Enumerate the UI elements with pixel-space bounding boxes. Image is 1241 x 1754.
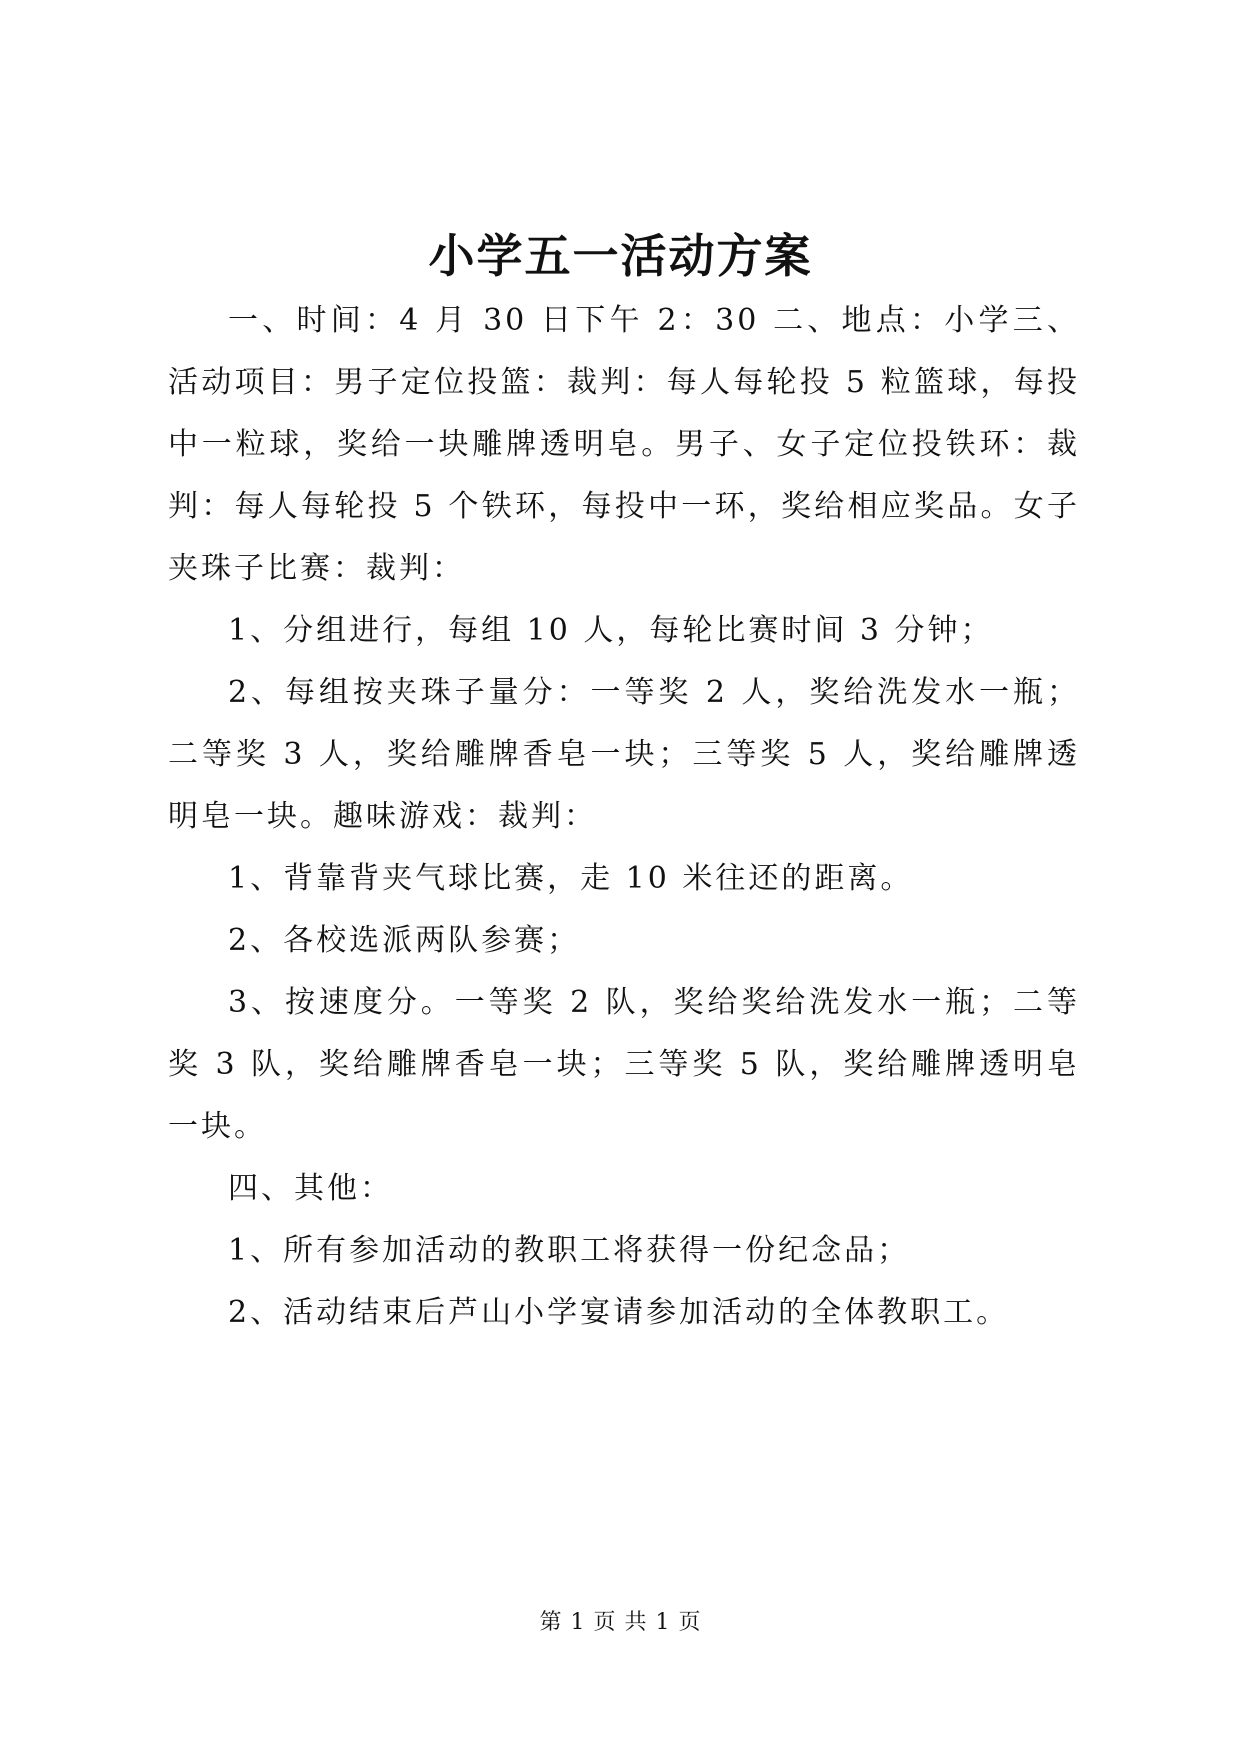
paragraph-9: 2、活动结束后芦山小学宴请参加活动的全体教职工。 [228, 1295, 1010, 1330]
paragraph-4: 1、背靠背夹气球比赛，走 10 米往还的距离。 [228, 861, 914, 896]
paragraph-5: 2、各校选派两队参赛； [228, 923, 581, 958]
paragraph-8: 1、所有参加活动的教职工将获得一份纪念品； [228, 1233, 911, 1268]
paragraph-6: 3、按速度分。一等奖 2 队，奖给奖给洗发水一瓶；二等奖 3 队，奖给雕牌香皂一块；三等奖 5 队，奖给雕牌透明皂一块。 [168, 985, 1080, 1144]
paragraph-2: 1、分组进行，每组 10 人，每轮比赛时间 3 分钟； [228, 613, 994, 648]
document-title: 小学五一活动方案 [428, 229, 813, 283]
paragraph-3: 2、每组按夹珠子量分：一等奖 2 人，奖给洗发水一瓶；二等奖 3 人，奖给雕牌香皂一块；三等奖 5 人，奖给雕牌透明皂一块。趣味游戏：裁判： [168, 675, 1080, 834]
page-footer: 第 1 页 共 1 页 [539, 1610, 702, 1635]
paragraph-1: 一、时间：4 月 30 日下午 2：30 二、地点：小学三、活动项目：男子定位投篮：裁判：每人每轮投 5 粒篮球，每投中一粒球，奖给一块雕牌透明皂。男子、女子定位投铁环：裁判：每人每轮投 5 个铁环，每投中一环，奖给相应奖品。女子夹珠子比赛：裁判： [168, 303, 1080, 586]
document-body [168, 290, 1080, 1344]
paragraph-7: 四、其他： [228, 1171, 393, 1206]
